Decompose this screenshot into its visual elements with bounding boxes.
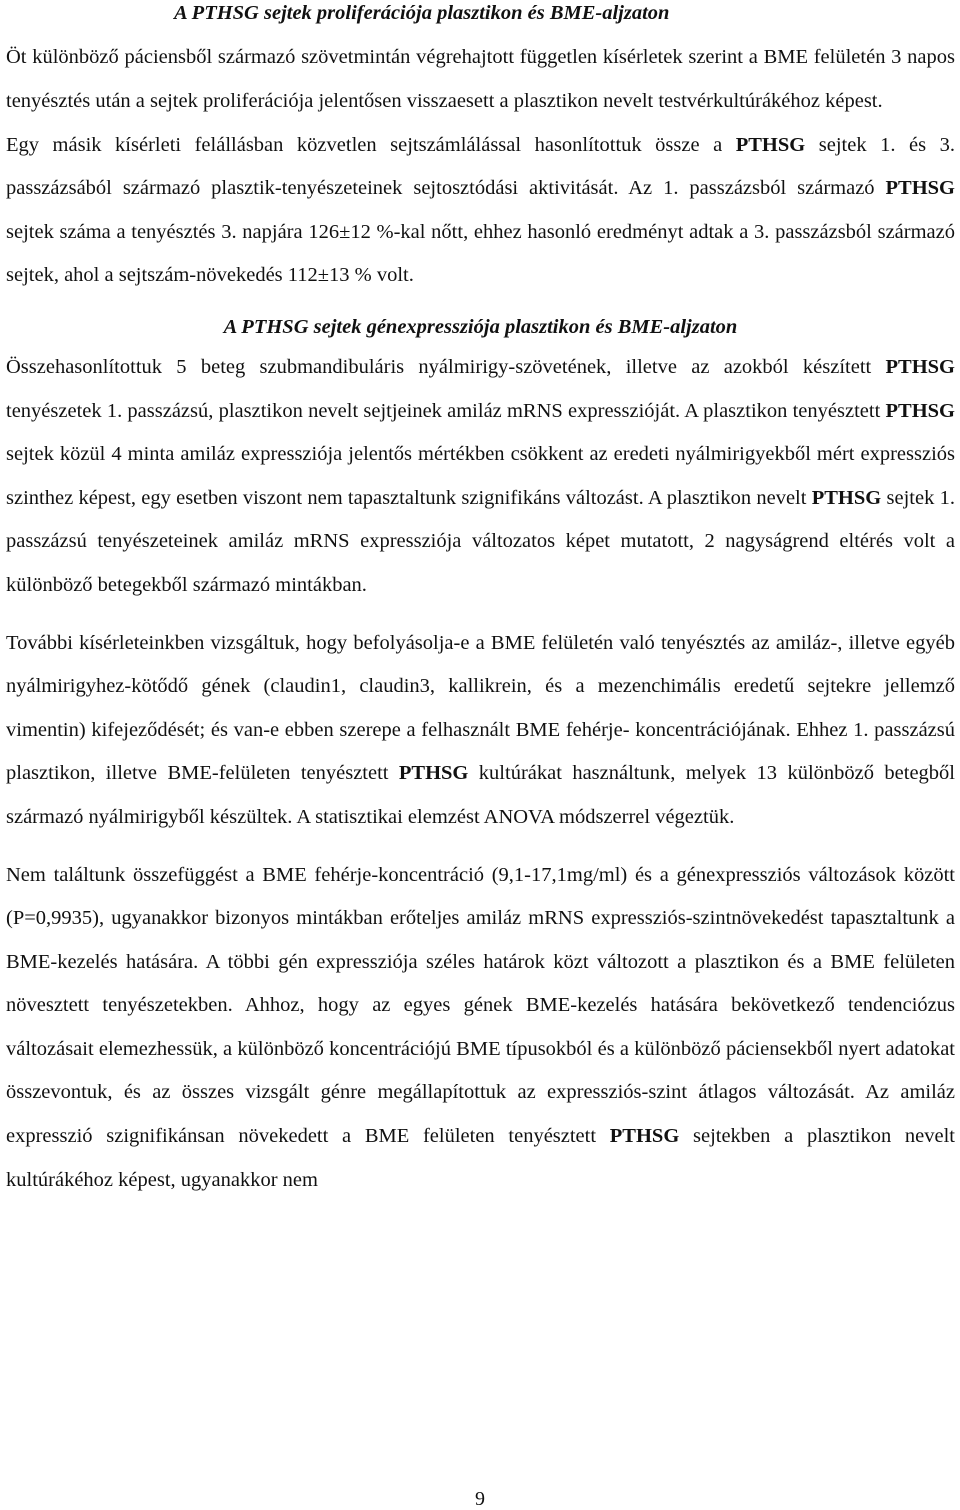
bold-term: PTHSG	[885, 177, 955, 200]
bold-term: PTHSG	[398, 762, 469, 785]
document-page	[6, 0, 955, 1202]
text-run: Egy másik kísérleti felállásban közvetlen sejtszámlálással hasonlítottuk össze a	[6, 133, 736, 156]
paragraph-results	[6, 854, 955, 1203]
text-run: tenyészetek 1. passzázsú, plasztikon nevelt sejtjeinek amiláz mRNS expresszióját. A plasztikon tenyésztett	[6, 399, 886, 422]
paragraph-proliferation-intro: Öt különböző páciensből származó szövetmintán végrehajtott független kísérletek szerint a BME felületén 3 napos tenyésztés után a sejtek proliferációja jelentősen visszaesett a plasztikon nevelt testvérkultúrákéhoz képest.	[6, 46, 955, 112]
text-run: Nem találtunk összefüggést a BME fehérje-koncentráció (9,1-17,1mg/ml) és a génexpressziós változások között (P=0,9935), ugyanakkor bizonyos mintákban erőteljes amiláz mRNS expressziós-szintnövekedést tapasztaltunk a BME-kezelés hatására. A többi gén expressziója széles határok közt változott a plasztikon és a BME felületen növesztett tenyészetekben. Ahhoz, hogy az egyes gének BME-kezelés hatására bekövetkező tendenciózus változásait elemezhessük, a különböző koncentrációjú BME típusokból és a különböző páciensekből nyert adatokat összevontuk, és az összes vizsgált génre megállapítottuk az expressziós-szint átlagos változását. Az amiláz expresszió szignifikánsan növekedett a BME felületen tenyésztett	[6, 863, 955, 1148]
text-run: sejtek 1. és 3. passzázsából származó plasztik-tenyészeteinek sejtosztódási aktivitását. Az 1. passzázsból származó	[6, 133, 955, 200]
bold-term: PTHSG	[811, 486, 882, 509]
paragraph-amylase-comparison	[6, 346, 955, 608]
text-run: sejtek 1. passzázsú tenyészeteinek amiláz mRNS expressziója változatos képet mutatott, 2 nagyságrend eltérés volt a különböző betegekből származó mintákban.	[6, 486, 955, 596]
bold-term: PTHSG	[609, 1125, 680, 1148]
text-run: sejtek közül 4 minta amiláz expressziója jelentős mértékben csökkent az eredeti nyálmirigyekből mért expressziós szinthez képest, egy esetben viszont nem tapasztaltunk szignifikáns változást. A plasztikon nevelt	[6, 443, 955, 509]
section-heading-proliferation: A PTHSG sejtek proliferációja plasztikon és BME-aljzaton	[174, 2, 670, 24]
text-run: További kísérleteinkben vizsgáltuk, hogy befolyásolja-e a BME felületén való tenyésztés az amiláz-, illetve egyéb nyálmirigyhez-kötődő gének (claudin1, claudin3, kallikrein, és a mezenchimális eredetű sejtekre jellemző vimentin) kifejeződését; és van-e ebben szerepe a felhasznált BME fehérje- koncentrációjának. Ehhez 1. passzázsú plasztikon, illetve BME-felületen tenyésztett	[6, 631, 955, 785]
text-run: Összehasonlítottuk 5 beteg szubmandibuláris nyálmirigy-szövetének, illetve az azokból készített	[6, 355, 886, 378]
bold-term: PTHSG	[885, 399, 955, 422]
text-run: kultúrákat használtunk, melyek 13 különböző betegből származó nyálmirigyből készültek. A statisztikai elemzést ANOVA módszerrel végeztük.	[6, 762, 955, 828]
text-run: sejtekben a plasztikon nevelt kultúrákéhoz képest, ugyanakkor nem	[6, 1125, 956, 1191]
bold-term: PTHSG	[735, 133, 806, 156]
paragraph-cell-count	[6, 124, 955, 298]
page-number: 9	[475, 1488, 485, 1510]
section-heading-gene-expression: A PTHSG sejtek génexpressziója plasztikon és BME-aljzaton	[223, 315, 738, 338]
bold-term: PTHSG	[885, 355, 955, 378]
paragraph-further-experiments	[6, 622, 955, 840]
text-run: sejtek száma a tenyésztés 3. napjára 126±12 %-kal nőtt, ehhez hasonló eredményt adtak a 3. passzázsból származó sejtek, ahol a sejtszám-növekedés 112±13 % volt.	[6, 220, 955, 287]
